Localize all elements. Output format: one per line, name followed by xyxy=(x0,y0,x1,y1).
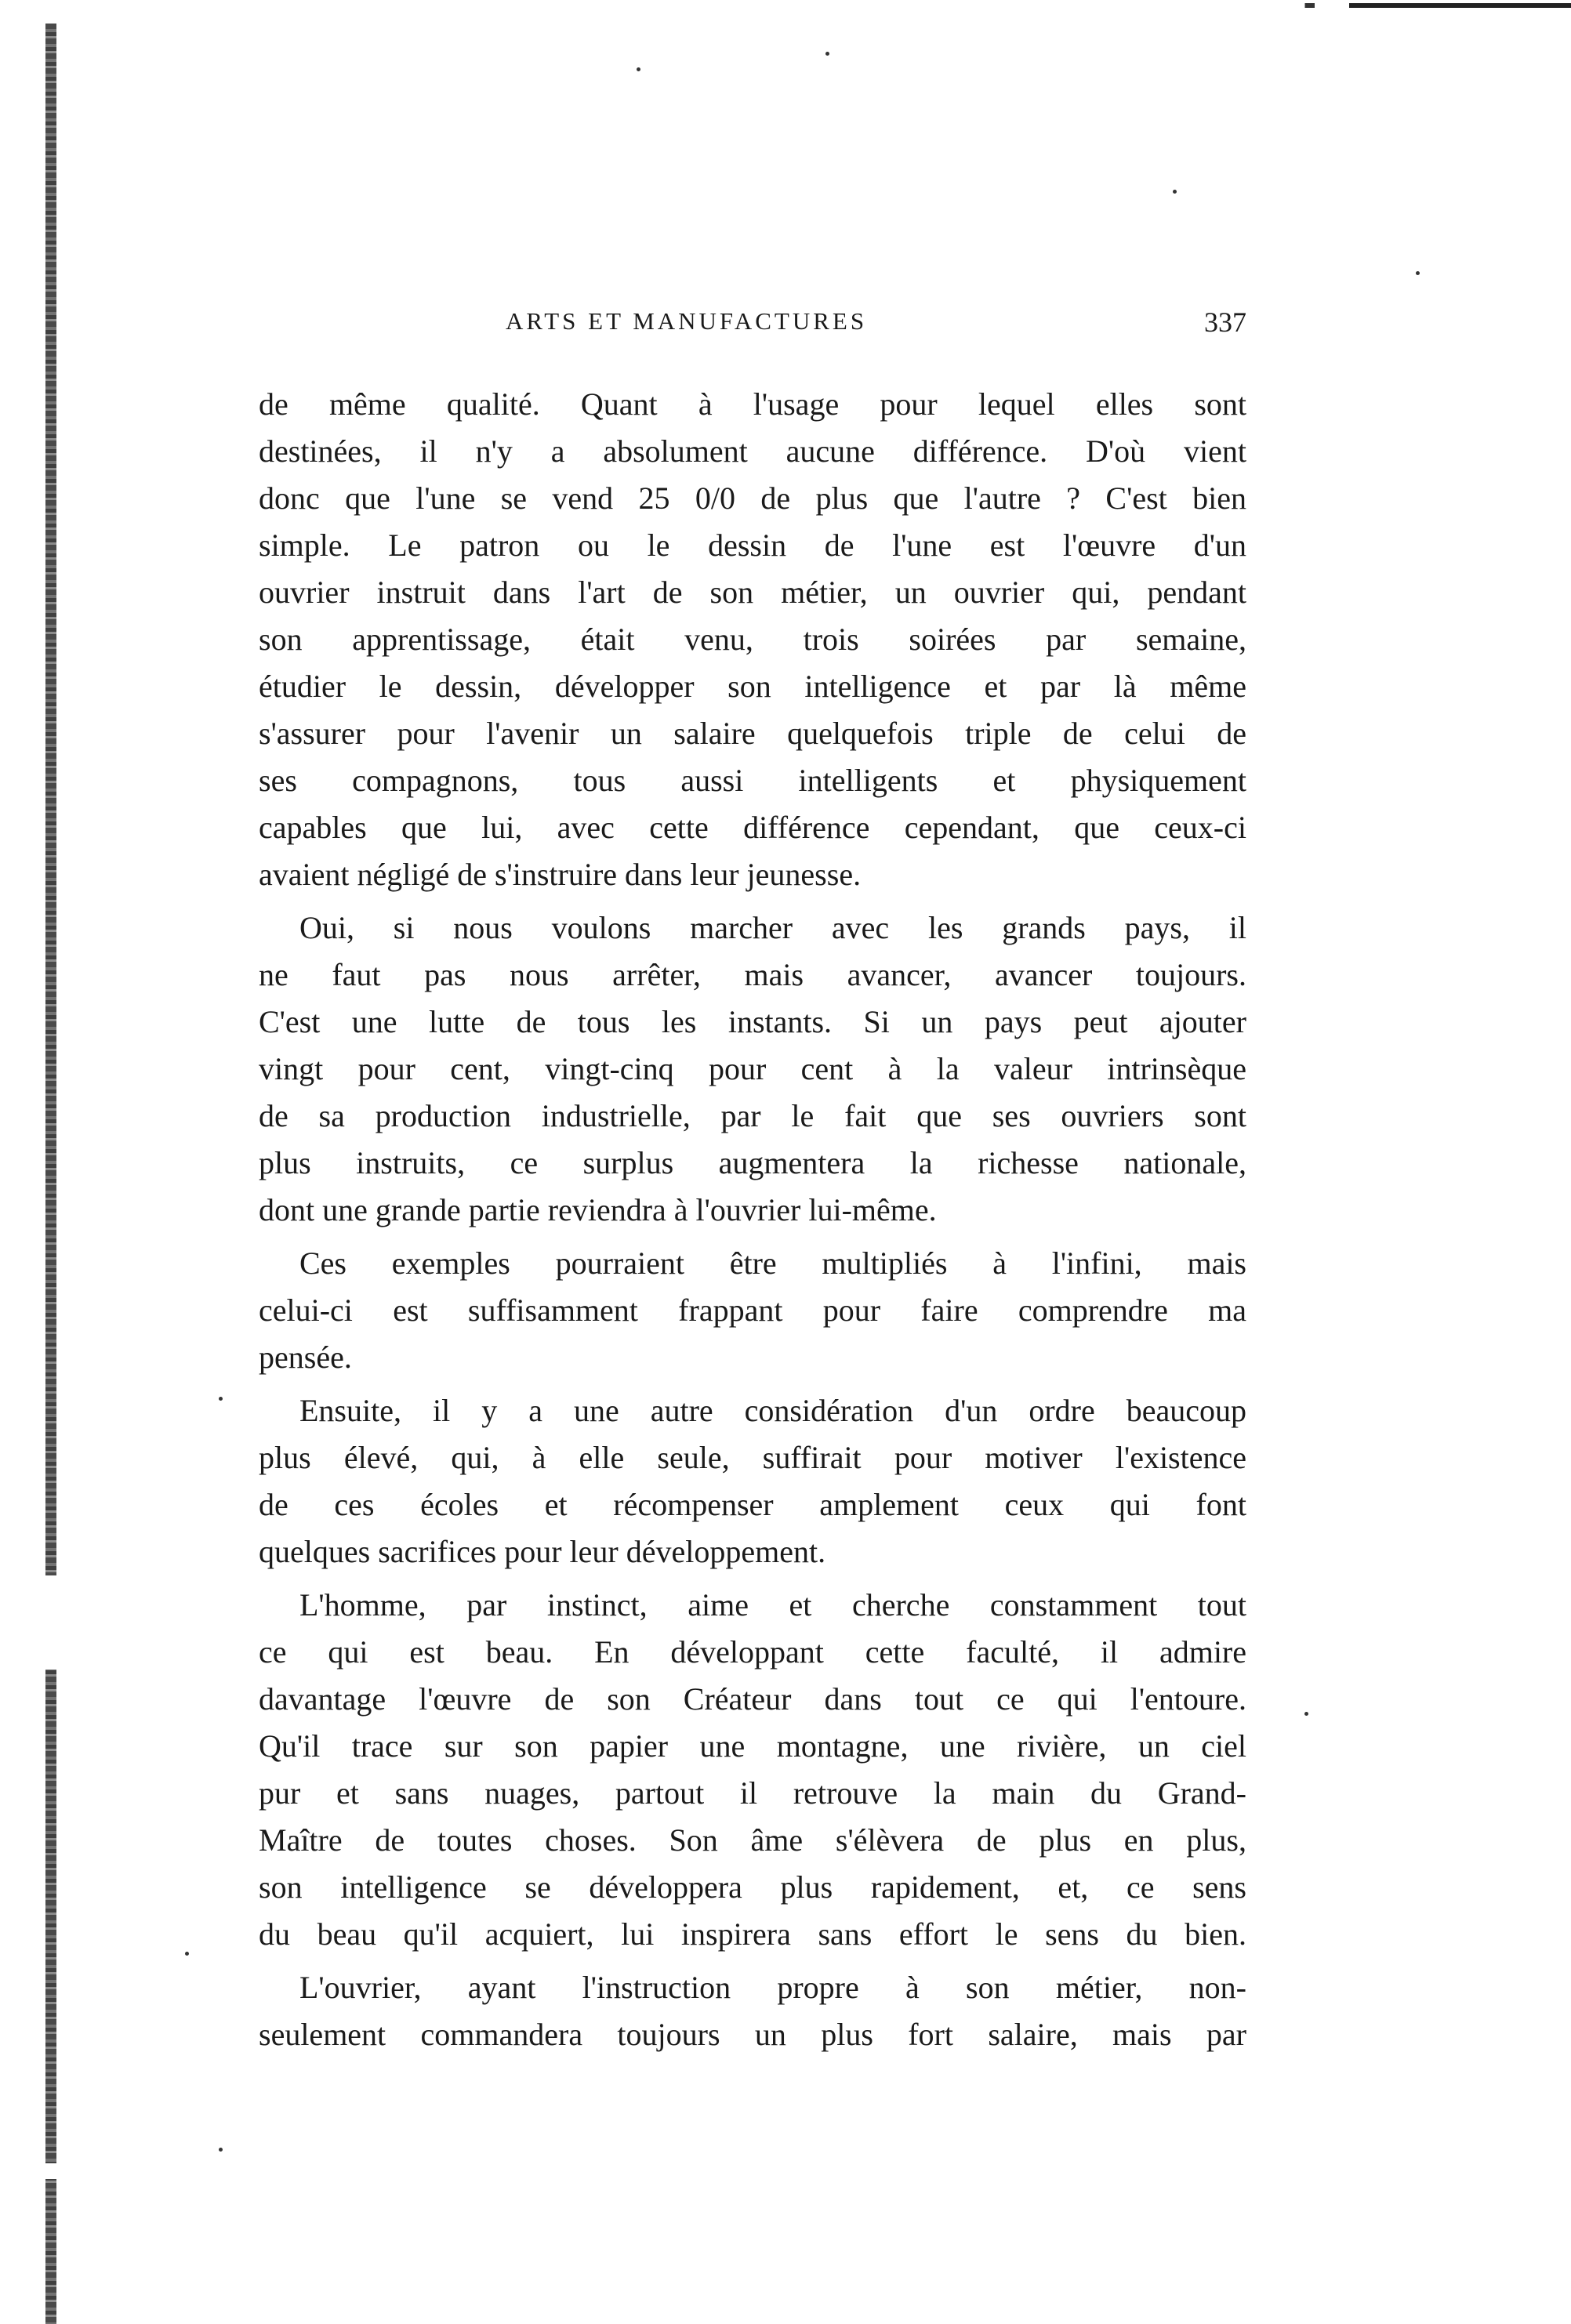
text-line: Ces exemples pourraient être multipliés à l'infini, mais xyxy=(299,1245,1246,1281)
body-text xyxy=(259,381,1246,2058)
scan-speck xyxy=(1173,190,1177,194)
text-line: L'homme, par instinct, aime et cherche constamment tout xyxy=(299,1587,1246,1622)
text-line: plus élevé, qui, à elle seule, suffirait pour motiver l'existence xyxy=(259,1440,1246,1475)
text-line: Oui, si nous voulons marcher avec les grands pays, il xyxy=(299,910,1246,945)
scan-speck xyxy=(219,1397,223,1401)
gutter-gap xyxy=(41,1575,61,1670)
scan-speck xyxy=(637,67,640,71)
gutter-gap xyxy=(41,2163,61,2179)
text-line: donc que l'une se vend 25 0/0 de plus que l'autre ? C'est bien xyxy=(259,480,1246,516)
text-line: de même qualité. Quant à l'usage pour lequel elles sont xyxy=(259,386,1246,422)
scan-speck xyxy=(185,1952,189,1956)
text-line: quelques sacrifices pour leur développement. xyxy=(259,1534,826,1569)
text-line: étudier le dessin, développer son intelligence et par là même xyxy=(259,669,1246,704)
text-line: Qu'il trace sur son papier une montagne, une rivière, un ciel xyxy=(259,1728,1246,1764)
top-edge-rule xyxy=(1254,3,1571,8)
text-line: L'ouvrier, ayant l'instruction propre à son métier, non- xyxy=(299,1970,1246,2005)
text-line: pur et sans nuages, partout il retrouve la main du Grand- xyxy=(259,1775,1246,1811)
text-line: Ensuite, il y a une autre considération d'un ordre beaucoup xyxy=(299,1393,1246,1428)
text-line: dont une grande partie reviendra à l'ouvrier lui-même. xyxy=(259,1192,937,1227)
text-line: ses compagnons, tous aussi intelligents et physiquement xyxy=(259,763,1246,798)
text-line: plus instruits, ce surplus augmentera la richesse nationale, xyxy=(259,1145,1246,1180)
scan-speck xyxy=(219,2148,223,2152)
text-line: ouvrier instruit dans l'art de son métier, un ouvrier qui, pendant xyxy=(259,575,1246,610)
text-line: son apprentissage, était venu, trois soirées par semaine, xyxy=(259,622,1246,657)
text-line: Maître de toutes choses. Son âme s'élèvera de plus en plus, xyxy=(259,1822,1246,1858)
text-line: de sa production industrielle, par le fait que ses ouvriers sont xyxy=(259,1098,1246,1133)
scan-speck xyxy=(1416,271,1420,275)
binding-gutter-shadow xyxy=(45,24,56,2324)
running-head: ARTS ET MANUFACTURES xyxy=(506,307,868,335)
text-line: du beau qu'il acquiert, lui inspirera sans effort le sens du bien. xyxy=(259,1916,1246,1952)
text-line: seulement commandera toujours un plus fort salaire, mais par xyxy=(259,2017,1246,2052)
text-line: C'est une lutte de tous les instants. Si un pays peut ajouter xyxy=(259,1004,1246,1039)
text-line: celui-ci est suffisamment frappant pour faire comprendre ma xyxy=(259,1293,1246,1328)
page-number: 337 xyxy=(1204,306,1246,338)
text-line: ce qui est beau. En développant cette faculté, il admire xyxy=(259,1634,1246,1670)
text-line: davantage l'œuvre de son Créateur dans tout ce qui l'entoure. xyxy=(259,1681,1246,1717)
text-line: simple. Le patron ou le dessin de l'une est l'œuvre d'un xyxy=(259,528,1246,563)
text-line: ne faut pas nous arrêter, mais avancer, avancer toujours. xyxy=(259,957,1246,992)
page-header xyxy=(259,307,1246,354)
text-line: destinées, il n'y a absolument aucune différence. D'où vient xyxy=(259,433,1246,469)
text-line: vingt pour cent, vingt-cinq pour cent à la valeur intrinsèque xyxy=(259,1051,1246,1086)
text-line: s'assurer pour l'avenir un salaire quelquefois triple de celui de xyxy=(259,716,1246,751)
scan-speck xyxy=(1304,1712,1308,1716)
text-line: pensée. xyxy=(259,1340,352,1375)
text-line: de ces écoles et récompenser amplement ceux qui font xyxy=(259,1487,1246,1522)
text-line: avaient négligé de s'instruire dans leur jeunesse. xyxy=(259,857,862,892)
text-line: son intelligence se développera plus rapidement, et, ce sens xyxy=(259,1869,1246,1905)
scan-speck xyxy=(825,52,829,56)
text-line: capables que lui, avec cette différence cependant, que ceux-ci xyxy=(259,810,1246,845)
